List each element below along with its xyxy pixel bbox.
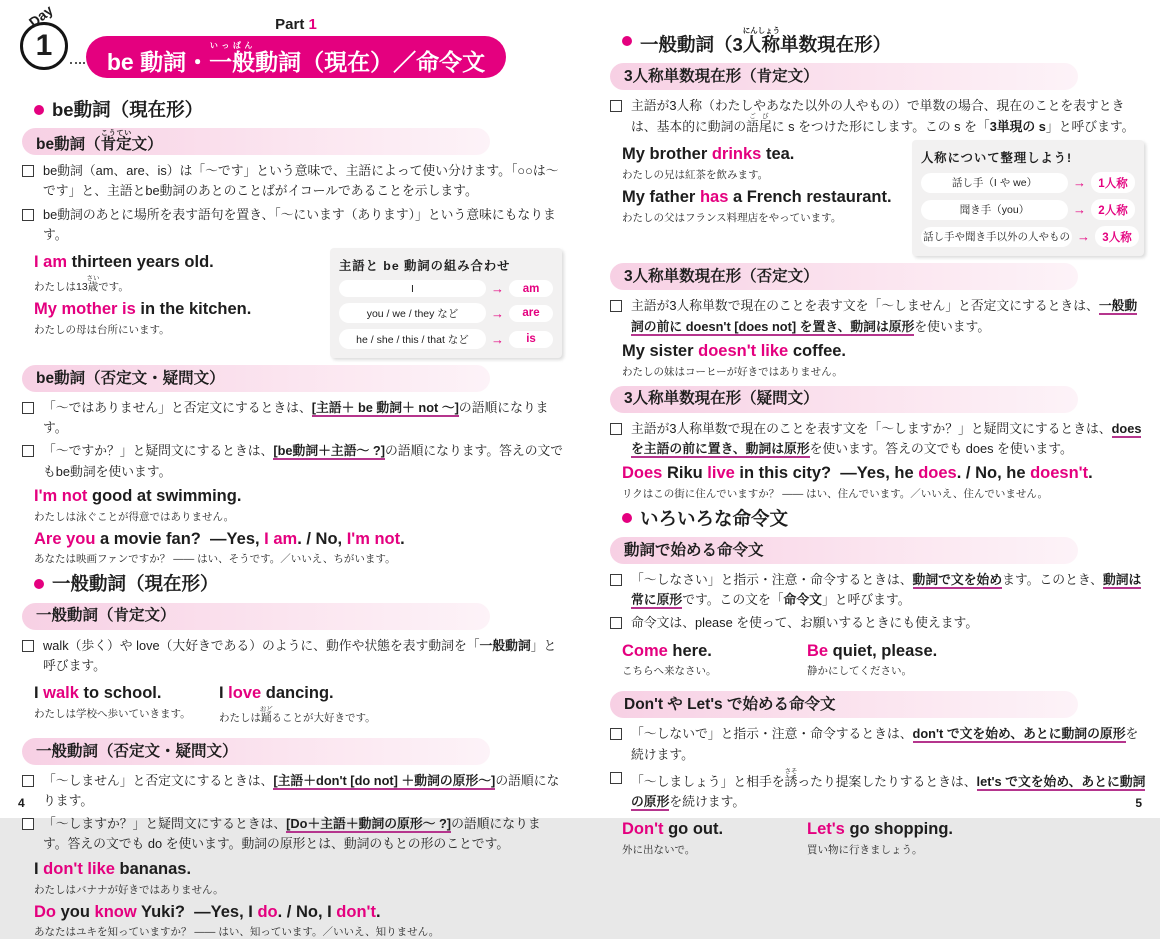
- section-heading-third-person: 一般動詞（3人称にんしょう単数現在形）: [622, 26, 1146, 56]
- subsection-third-negative: 3人称単数現在形（否定文）: [610, 263, 1078, 290]
- table-row: I → am: [339, 280, 553, 297]
- bullet-icon: [622, 36, 632, 46]
- checklist-text: 主語が3人称（わたしやあなた以外の人やもの）で単数の場合、現在のことを表すときは、基本的に動詞の語尾ごびに s をつけた形にします。この s を「3単現の s」と呼びます。: [631, 96, 1146, 137]
- arrow-icon: →: [491, 333, 504, 346]
- arrow-icon: →: [491, 282, 504, 295]
- example-sentence: I walk to school. わたしは学校へ歩いていきます。: [34, 684, 219, 725]
- subsection-be-negative-question: be動詞（否定文・疑問文）: [22, 365, 490, 392]
- subsection-third-affirmative: 3人称単数現在形（肯定文）: [610, 63, 1078, 90]
- arrow-icon: →: [491, 307, 504, 320]
- day-number: 1: [20, 22, 68, 70]
- day-label: Day: [26, 2, 56, 30]
- subsection-imperative-verb: 動詞で始める命令文: [610, 537, 1078, 564]
- checklist-item: [610, 296, 1146, 336]
- examples-with-summary-box: [20, 248, 564, 358]
- checkbox-icon: [22, 818, 34, 830]
- example-sentence: I am thirteen years old. わたしは13歳さいです。: [34, 253, 330, 294]
- example-pair-row: [622, 637, 1146, 685]
- checkbox-icon: [22, 402, 34, 414]
- subsection-be-affirmative: be動詞（肯定こうてい文）: [22, 128, 490, 155]
- example-pair-row: [34, 679, 564, 731]
- checkbox-icon: [22, 209, 34, 221]
- example-sentence: Are you a movie fan? —Yes, I am. / No, I'm not. あなたは映画ファンですか？ ―― はい、そうです。／いいえ、ちがいます。: [34, 530, 564, 567]
- be-verb-combination-box: 主語と be 動詞の組み合わせ I → am you / we / they など → are he / she / this / that など → is: [330, 248, 562, 358]
- example-pair-row: [622, 815, 1146, 863]
- bullet-icon: [34, 579, 44, 589]
- checklist-item: [22, 205, 564, 245]
- example-sentence: I love dancing. わたしは踊おどることが大好きです。: [219, 684, 376, 725]
- checklist-text: 「～ではありません」と否定文にするときは、[主語＋ be 動詞＋ not ～]の語順になります。: [43, 398, 564, 438]
- arrow-icon: →: [1077, 230, 1090, 243]
- example-sentence: Do you know Yuki? —Yes, I do. / No, I don't. あなたはユキを知っていますか？ ―― はい、知っています。／いいえ、知りません。: [34, 903, 564, 939]
- checkbox-icon: [610, 772, 622, 784]
- checklist-text: 「～しません」と否定文にするときは、[主語＋don't [do not] ＋動詞の原形～]の語順になります。: [43, 771, 564, 811]
- lesson-title: be 動詞・一般いっぱん動詞（現在）／命令文: [86, 36, 506, 78]
- example-column: [608, 140, 912, 231]
- table-row: 話し手（I や we） → 1人称: [921, 172, 1135, 193]
- checklist-text: be動詞のあとに場所を表す語句を置き、「～にいます（あります）」という意味にもなります。: [43, 205, 564, 245]
- table-row: he / she / this / that など → is: [339, 329, 553, 349]
- page-number-right: 5: [1135, 796, 1142, 810]
- section-heading-be-verb: be動詞（現在形）: [34, 98, 564, 121]
- section-heading-imperative: いろいろな命令文: [622, 507, 1146, 530]
- arrow-icon: →: [1073, 203, 1086, 216]
- checklist-item: [22, 636, 564, 676]
- subsection-third-question: 3人称単数現在形（疑問文）: [610, 386, 1078, 413]
- table-row: 聞き手（you） → 2人称: [921, 199, 1135, 220]
- checkbox-icon: [610, 423, 622, 435]
- checkbox-icon: [610, 617, 622, 629]
- lesson-header: [20, 6, 564, 92]
- checklist-text: 主語が3人称単数で現在のことを表す文を「～しません」と否定文にするときは、一般動詞の前に doesn't [does not] を置き、動詞は原形を使います。: [631, 296, 1146, 336]
- checkbox-icon: [22, 445, 34, 457]
- arrow-icon: →: [1073, 176, 1086, 189]
- example-sentence: My mother is in the kitchen. わたしの母は台所にいます。: [34, 300, 330, 337]
- checkbox-icon: [610, 100, 622, 112]
- subsection-general-affirmative: 一般動詞（肯定文）: [22, 603, 490, 630]
- checklist-item: [610, 96, 1146, 137]
- example-sentence: Does Riku live in this city? —Yes, he does. / No, he doesn't. リクはこの街に住んでいますか？ ―― はい、住んでいます。／いいえ、住んでいません。: [622, 464, 1146, 501]
- person-summary-box: 人称について整理しよう! 話し手（I や we） → 1人称 聞き手（you） → 2人称 話し手や聞き手以外の人やもの → 3人称: [912, 140, 1144, 256]
- checklist-item: [22, 161, 564, 201]
- checklist-item: [22, 398, 564, 438]
- example-sentence: I don't like bananas. わたしはバナナが好きではありません。: [34, 860, 564, 897]
- example-sentence: Come here. こちらへ来なさい。: [622, 642, 807, 679]
- checklist-text: 「～しないで」と指示・注意・命令するときは、don't で文を始め、あとに動詞の原形を続けます。: [631, 724, 1146, 764]
- checklist-text: 「～しますか？」と疑問文にするときは、[Do＋主語＋動詞の原形～ ?]の語順になります。答えの文でも do を使います。動詞の原形とは、動詞のもとの形のことです。: [43, 814, 564, 854]
- page-right: [580, 0, 1160, 818]
- checklist-text: 「～しなさい」と指示・注意・命令するときは、動詞で文を始めます。このとき、動詞は常に原形です。この文を「命令文」と呼びます。: [631, 570, 1146, 610]
- checkbox-icon: [610, 300, 622, 312]
- example-sentence: My brother drinks tea. わたしの兄は紅茶を飲みます。: [622, 145, 912, 182]
- checklist-item: [610, 724, 1146, 764]
- checklist-item: [610, 613, 1146, 633]
- subsection-imperative-dont-lets: Don't や Let's で始める命令文: [610, 691, 1078, 718]
- page-left: [0, 0, 580, 818]
- checklist-item: [22, 771, 564, 811]
- checklist-text: 命令文は、please を使って、お願いするときにも使えます。: [631, 613, 1146, 633]
- checklist-item: [22, 814, 564, 854]
- example-sentence: Be quiet, please. 静かにしてください。: [807, 642, 937, 679]
- examples-with-summary-box: [608, 140, 1146, 256]
- example-column: [20, 248, 330, 343]
- example-sentence: My father has a French restaurant. わたしの父はフランス料理店をやっています。: [622, 188, 912, 225]
- example-sentence: Let's go shopping. 買い物に行きましょう。: [807, 820, 953, 857]
- checkbox-icon: [22, 640, 34, 652]
- checklist-text: 「～しましょう」と相手を誘さそったり提案したりするときは、let's で文を始め、あとに動詞の原形を続けます。: [631, 768, 1146, 812]
- checklist-item: [22, 441, 564, 481]
- checklist-text: be動詞（am、are、is）は「～です」という意味で、主語によって使い分けます。「○○は～です」と、主語とbe動詞のあとのことばがイコールであることを示します。: [43, 161, 564, 201]
- checkbox-icon: [22, 165, 34, 177]
- bullet-icon: [34, 105, 44, 115]
- checklist-text: 主語が3人称単数で現在のことを表す文を「～しますか？」と疑問文にするときは、does を主語の前に置き、動詞は原形を使います。答えの文でも does を使います。: [631, 419, 1146, 459]
- page-number-left: 4: [18, 796, 25, 810]
- table-row: 話し手や聞き手以外の人やもの → 3人称: [921, 226, 1135, 247]
- table-row: you / we / they など → are: [339, 303, 553, 323]
- checklist-item: [610, 419, 1146, 459]
- checklist-item: [610, 768, 1146, 812]
- checkbox-icon: [610, 574, 622, 586]
- part-label: Part 1: [86, 6, 506, 33]
- day-badge: [20, 8, 92, 70]
- example-sentence: My sister doesn't like coffee. わたしの妹はコーヒーが好きではありません。: [622, 342, 1146, 379]
- example-sentence: I'm not good at swimming. わたしは泳ぐことが得意ではありません。: [34, 487, 564, 524]
- checklist-item: [610, 570, 1146, 610]
- bullet-icon: [622, 513, 632, 523]
- checkbox-icon: [22, 775, 34, 787]
- checklist-text: walk（歩く）や love（大好きである）のように、動作や状態を表す動詞を「一般動詞」と呼びます。: [43, 636, 564, 676]
- subsection-general-negative-question: 一般動詞（否定文・疑問文）: [22, 738, 490, 765]
- checkbox-icon: [610, 728, 622, 740]
- checklist-text: 「～ですか？」と疑問文にするときは、[be動詞＋主語～ ?]の語順になります。答えの文でもbe動詞を使います。: [43, 441, 564, 481]
- section-heading-general-verb: 一般動詞（現在形）: [34, 572, 564, 595]
- dotted-connector: [70, 62, 85, 64]
- example-sentence: Don't go out. 外に出ないで。: [622, 820, 807, 857]
